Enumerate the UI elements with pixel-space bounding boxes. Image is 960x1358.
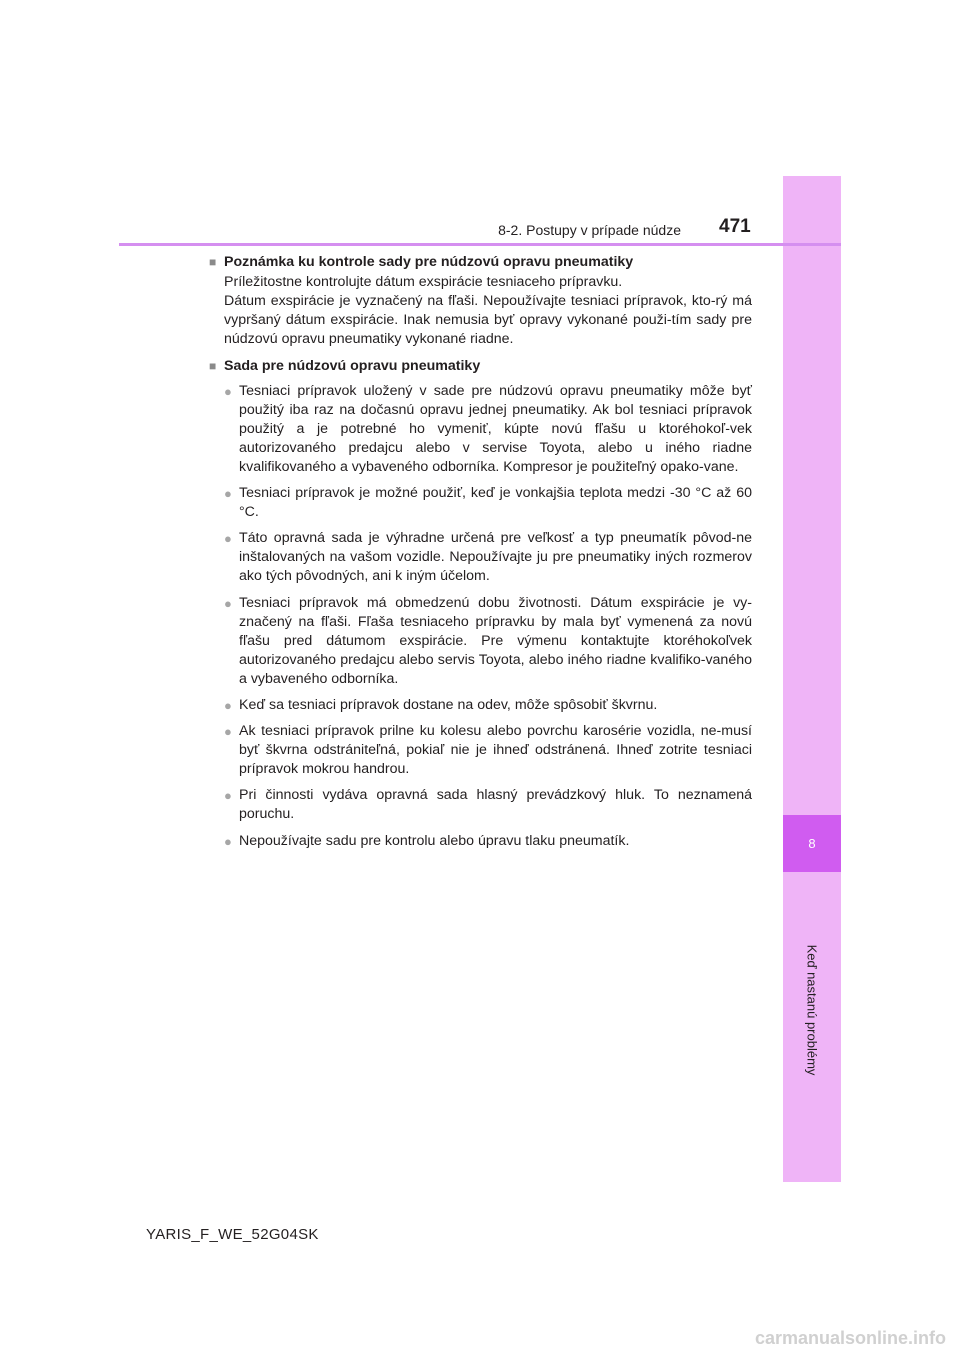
chapter-title-text: Keď nastanú problémy bbox=[804, 944, 820, 1076]
list-item bbox=[224, 529, 752, 586]
list-item-text: Ak tesniaci prípravok prilne ku kolesu alebo povrchu karosérie vozidla, ne-musí byť škvrna odstrániteľná, pokiaľ nie je ihneď odstránená. Ihneď zotrite tesniaci prípravok mokrou handrou. bbox=[239, 723, 752, 778]
square-bullet-icon: ■ bbox=[209, 359, 217, 374]
paragraph-line: Príležitostne kontrolujte dátum exspirácie tesniaceho prípravku. bbox=[224, 274, 623, 291]
section-title: 8-2. Postupy v prípade núdze bbox=[498, 222, 681, 238]
list-item-text: Tesniaci prípravok uložený v sade pre núdzovú opravu pneumatiky môže byť použitý iba raz na dočasnú opravu jednej pneumatiky. Ak bol tesniaci prípravok použitý a je potrebné ho vymeniť, kúpte novú fľašu u ktoréhokoľ-vek autorizovaného predajcu alebo v servise Toyota, alebo u iného riadne kvalifikovaného a vybaveného odborníka. Kompresor je použiteľný opako-vane. bbox=[239, 382, 752, 475]
list-item bbox=[224, 722, 752, 779]
watermark: carmanualsonline.info bbox=[754, 1328, 946, 1348]
section-heading bbox=[209, 357, 752, 376]
list-item-text: Keď sa tesniaci prípravok dostane na odev, môže spôsobiť škvrnu. bbox=[239, 696, 658, 713]
list-item-text: Pri činnosti vydáva opravná sada hlasný prevádzkový hluk. To neznamená poruchu. bbox=[239, 787, 752, 823]
list-item-text: Nepoužívajte sadu pre kontrolu alebo úpravu tlaku pneumatík. bbox=[239, 832, 630, 849]
circle-bullet-icon: ● bbox=[224, 788, 232, 804]
document-code: YARIS_F_WE_52G04SK bbox=[146, 1226, 319, 1243]
paragraph bbox=[224, 273, 752, 349]
chapter-number: 8 bbox=[808, 836, 816, 851]
list-item bbox=[224, 786, 752, 824]
square-bullet-icon: ■ bbox=[209, 255, 217, 269]
list-item bbox=[224, 832, 752, 851]
circle-bullet-icon: ● bbox=[224, 724, 232, 740]
circle-bullet-icon: ● bbox=[224, 531, 232, 547]
circle-bullet-icon: ● bbox=[224, 595, 232, 611]
circle-bullet-icon: ● bbox=[224, 486, 232, 502]
chapter-number-box bbox=[783, 815, 841, 872]
paragraph-line: Dátum exspirácie je vyznačený na fľaši. Nepoužívajte tesniaci prípravok, kto-rý má vypršaný dátum exspirácie. Inak nemusia byť opravy vykonané použi-tím sady pre núdzovú opravu pneumatiky vykonané riadne. bbox=[224, 293, 752, 348]
page-number: 471 bbox=[719, 216, 751, 237]
header-divider bbox=[119, 243, 841, 246]
page-content bbox=[209, 253, 752, 858]
heading-text: Poznámka ku kontrole sady pre núdzovú opravu pneumatiky bbox=[224, 254, 634, 270]
section-heading bbox=[209, 253, 752, 272]
circle-bullet-icon: ● bbox=[224, 833, 232, 849]
list-item bbox=[224, 484, 752, 522]
list-item-text: Tesniaci prípravok je možné použiť, keď je vonkajšia teplota medzi -30 °C až 60 °C. bbox=[239, 485, 752, 521]
list-item-text: Táto opravná sada je výhradne určená pre veľkosť a typ pneumatík pôvod-ne inštalovaných na vašom vozidle. Nepoužívajte ju pre pneumatiky iných rozmerov ako tých pôvodných, ani k iným účelom. bbox=[239, 530, 752, 585]
circle-bullet-icon: ● bbox=[224, 383, 232, 399]
list-item bbox=[224, 696, 752, 715]
circle-bullet-icon: ● bbox=[224, 697, 232, 713]
list-item bbox=[224, 382, 752, 477]
list-item bbox=[224, 594, 752, 689]
list-item-text: Tesniaci prípravok má obmedzenú dobu životnosti. Dátum exspirácie je vy-značený na fľaši. Fľaša tesniaceho prípravku by mala byť vymenená za novú fľašu pred dátumom exspirácie. Pre výmenu kontaktujte ktoréhokoľvek autorizovaného predajcu alebo servis Toyota, alebo iného riadne kvalifiko-vaného a vybaveného odborníka. bbox=[239, 594, 752, 687]
heading-text: Sada pre núdzovú opravu pneumatiky bbox=[224, 358, 481, 375]
